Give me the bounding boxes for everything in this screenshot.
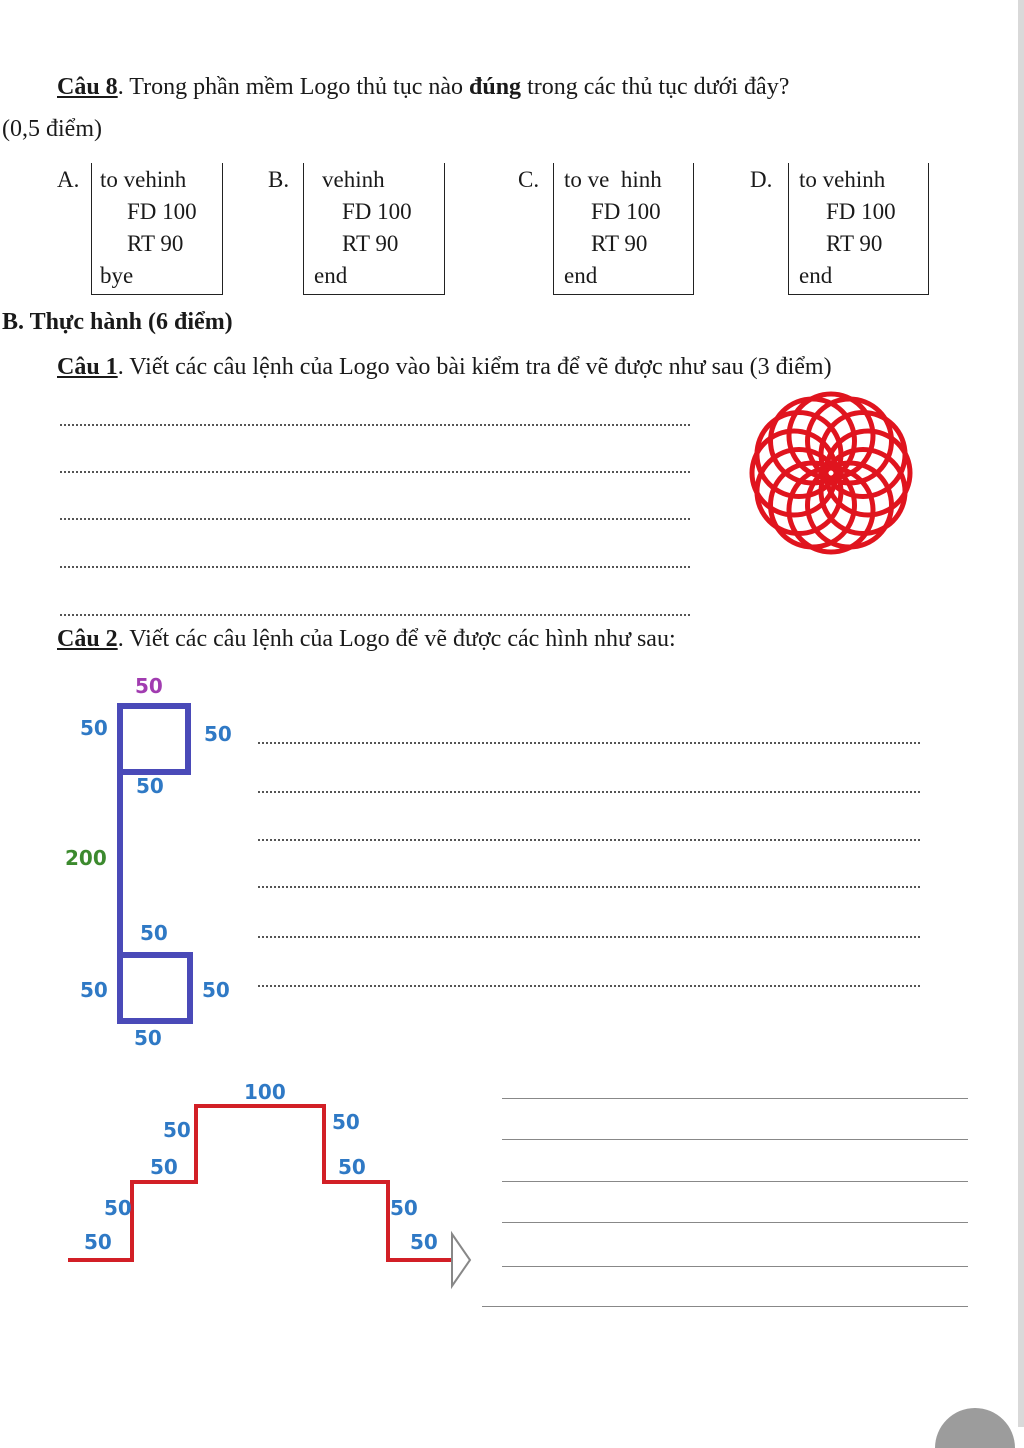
flower-figure <box>745 388 917 558</box>
figure2-label-right-down-2: 50 <box>390 1196 418 1220</box>
page-edge <box>1018 0 1024 1427</box>
option-a-box <box>91 163 223 295</box>
turtle-triangle-icon <box>452 1234 470 1286</box>
option-a-line-3: RT 90 <box>127 231 184 256</box>
option-b-line-1: vehinh <box>322 167 385 192</box>
answer-line-c2-1[interactable] <box>258 742 920 744</box>
option-d-line-2: FD 100 <box>826 199 896 224</box>
answer-line-c1-3[interactable] <box>60 518 690 520</box>
option-c-line-4: end <box>564 263 598 288</box>
option-d-line-4: end <box>799 263 833 288</box>
q8-label: Câu 8 <box>57 74 118 100</box>
answer-line-c2-3[interactable] <box>258 839 920 841</box>
c2-title: Câu 2. Viết các câu lệnh của Logo để vẽ được các hình như sau: <box>57 626 676 652</box>
figure1-label-bot-top: 50 <box>140 921 168 945</box>
figure2-label-left-up-1: 50 <box>163 1118 191 1142</box>
option-b-box <box>303 163 445 295</box>
figure2-label-bottom-right: 50 <box>410 1230 438 1254</box>
c1-label: Câu 1 <box>57 354 118 380</box>
answer-line-c2-5[interactable] <box>258 936 920 938</box>
c2-label: Câu 2 <box>57 626 118 652</box>
figure1-label-top-left: 50 <box>80 716 108 740</box>
figure2-label-right-down-1: 50 <box>332 1110 360 1134</box>
section-b-title: B. Thực hành (6 điểm) <box>2 309 233 335</box>
figure1-label-bot-left: 50 <box>80 978 108 1002</box>
c1-title: Câu 1. Viết các câu lệnh của Logo vào bài kiểm tra để vẽ được như sau (3 điểm) <box>57 354 832 380</box>
answer-line-c2-8[interactable] <box>502 1139 968 1140</box>
option-c-line-1: to ve hinh <box>564 167 662 192</box>
answer-line-c2-7[interactable] <box>502 1098 968 1099</box>
answer-line-c2-11[interactable] <box>502 1266 968 1267</box>
scroll-indicator[interactable] <box>935 1408 1015 1448</box>
answer-line-c1-4[interactable] <box>60 566 690 568</box>
figure1-top-square <box>120 706 188 772</box>
answer-line-c2-6[interactable] <box>258 985 920 987</box>
option-b-line-4: end <box>314 263 348 288</box>
figure2-label-step2-left: 50 <box>150 1155 178 1179</box>
option-d-line-3: RT 90 <box>826 231 883 256</box>
figure1-shape <box>100 690 210 1030</box>
answer-line-c2-12[interactable] <box>482 1306 968 1307</box>
option-a-letter: A. <box>57 167 80 192</box>
option-a-line-2: FD 100 <box>127 199 197 224</box>
answer-line-c2-9[interactable] <box>502 1181 968 1182</box>
option-d-box <box>788 163 929 295</box>
answer-line-c2-2[interactable] <box>258 791 920 793</box>
figure1-label-bot-bottom: 50 <box>134 1026 162 1050</box>
figure1-label-middle: 200 <box>65 846 107 870</box>
answer-line-c1-2[interactable] <box>60 471 690 473</box>
figure2-label-step2-right: 50 <box>338 1155 366 1179</box>
figure1-label-top-top: 50 <box>135 674 163 698</box>
answer-line-c1-1[interactable] <box>60 424 690 426</box>
figure2-label-left-up-2: 50 <box>104 1196 132 1220</box>
figure1-label-bot-right: 50 <box>202 978 230 1002</box>
q8-title: Câu 8. Trong phần mềm Logo thủ tục nào đúng trong các thủ tục dưới đây? <box>57 74 790 100</box>
option-c-box <box>553 163 694 295</box>
option-a-line-1: to vehinh <box>100 167 187 192</box>
figure2-staircase <box>68 1106 452 1260</box>
option-c-line-3: RT 90 <box>591 231 648 256</box>
option-c-line-2: FD 100 <box>591 199 661 224</box>
option-b-line-3: RT 90 <box>342 231 399 256</box>
answer-line-c2-10[interactable] <box>502 1222 968 1223</box>
figure2-label-bottom-left: 50 <box>84 1230 112 1254</box>
figure2-shape <box>60 1090 480 1290</box>
figure1-label-top-right: 50 <box>204 722 232 746</box>
figure2-label-top: 100 <box>244 1080 286 1104</box>
option-d-letter: D. <box>750 167 773 192</box>
answer-line-c2-4[interactable] <box>258 886 920 888</box>
option-c-letter: C. <box>518 167 540 192</box>
option-b-line-2: FD 100 <box>342 199 412 224</box>
answer-line-c1-5[interactable] <box>60 614 690 616</box>
figure1-label-top-bottom: 50 <box>136 774 164 798</box>
figure1-bottom-square <box>120 955 190 1021</box>
q8-score: (0,5 điểm) <box>2 116 102 142</box>
option-a-line-4: bye <box>100 263 134 288</box>
option-d-line-1: to vehinh <box>799 167 886 192</box>
option-b-letter: B. <box>268 167 290 192</box>
